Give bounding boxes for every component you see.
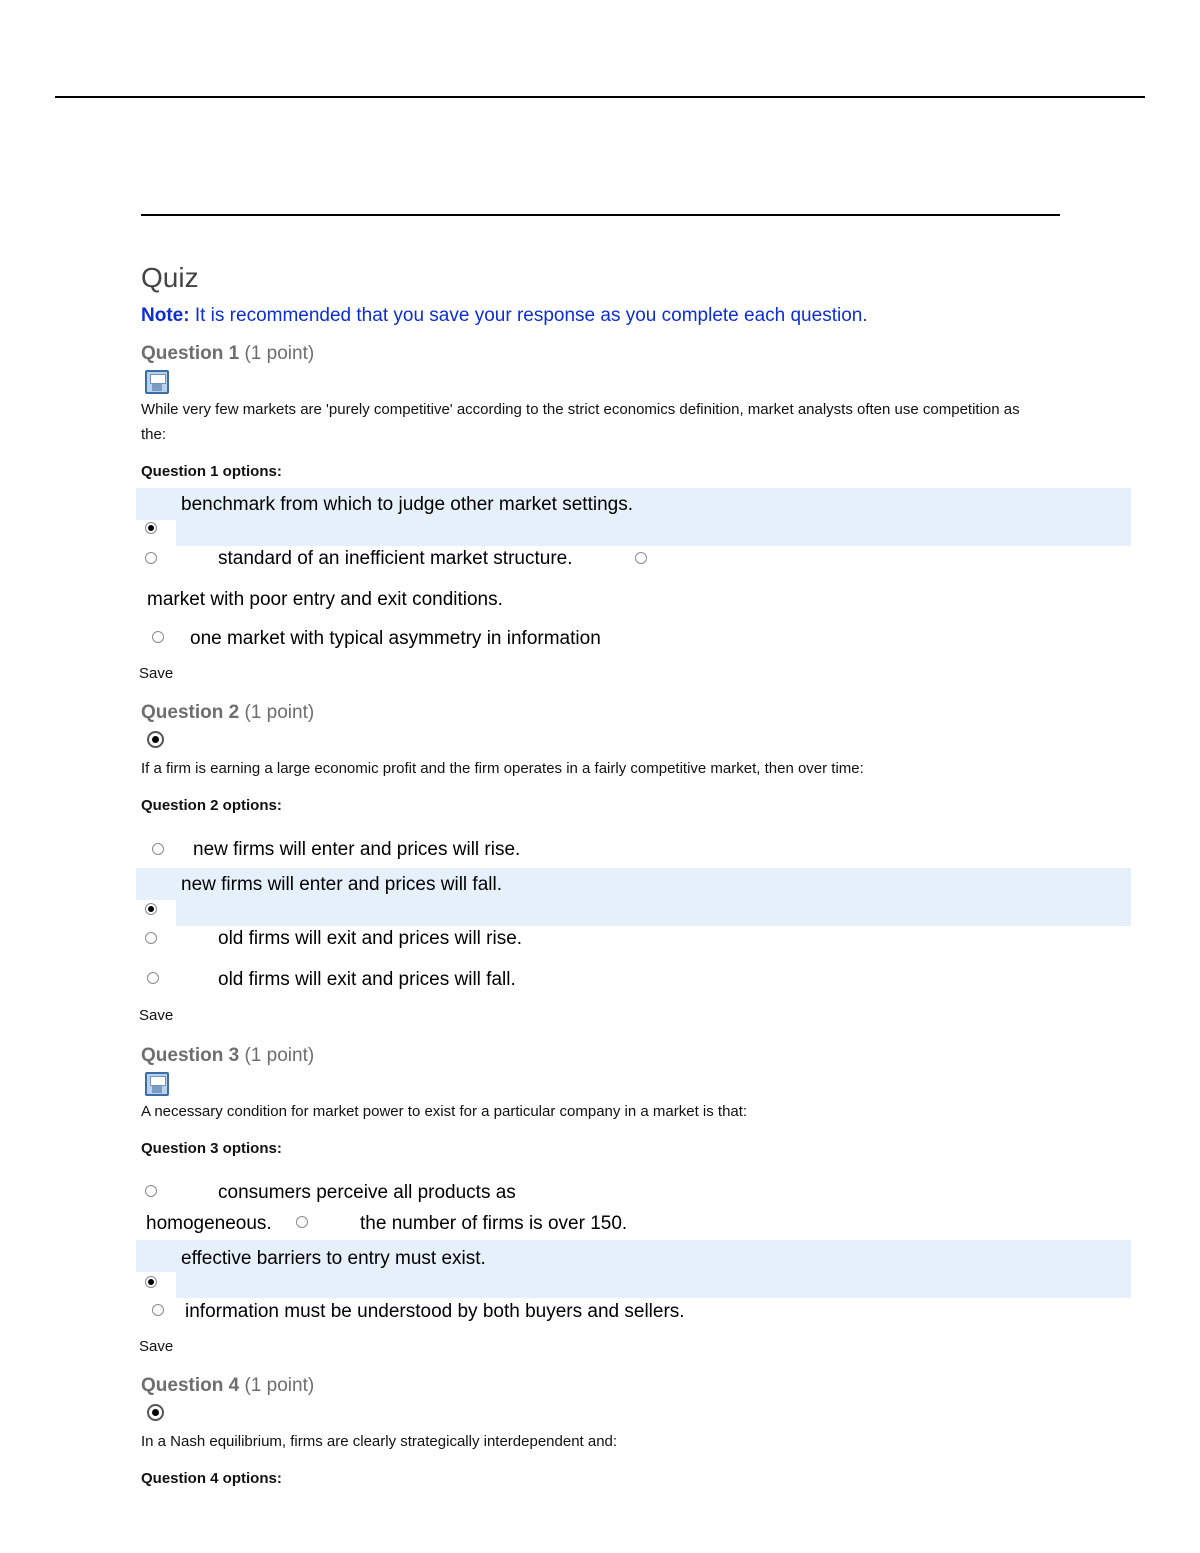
question-1-text: While very few markets are 'purely competitive' according to the strict economics definition, market analysts often use competition as the:	[141, 401, 1020, 443]
q3-option-1-text-cont: homogeneous.	[146, 1213, 272, 1234]
question-3-text: A necessary condition for market power to exist for a particular company in a market is that:	[141, 1103, 748, 1120]
q2-option-1-text: new firms will enter and prices will rise.	[193, 839, 521, 860]
q1-option-2-text: standard of an inefficient market structure.	[218, 548, 573, 569]
question-2-heading	[141, 702, 314, 724]
question-4-label: Question 4	[141, 1375, 240, 1396]
question-4-text: In a Nash equilibrium, firms are clearly strategically interdependent and:	[141, 1433, 618, 1450]
question-3-label: Question 3	[141, 1045, 240, 1066]
q2-option-4-radio[interactable]	[147, 972, 159, 984]
question-2-label: Question 2	[141, 702, 240, 723]
question-4-options-label: Question 4 options:	[141, 1470, 282, 1487]
note-label: Note:	[141, 305, 190, 326]
q3-option-2-radio[interactable]	[296, 1216, 308, 1228]
q3-option-4-radio[interactable]	[152, 1304, 164, 1316]
q3-option-3-radio[interactable]	[145, 1276, 157, 1288]
q1-option-2-radio[interactable]	[145, 552, 157, 564]
question-2-options-label: Question 2 options:	[141, 797, 282, 814]
q3-option-3-text: effective barriers to entry must exist.	[181, 1248, 486, 1269]
q3-option-1-text: consumers perceive all products as	[218, 1182, 516, 1203]
question-1-save-button[interactable]: Save	[139, 665, 174, 682]
question-4-points: (1 point)	[244, 1375, 315, 1396]
note-text: It is recommended that you save your response as you complete each question.	[189, 305, 868, 326]
q2-option-3-text: old firms will exit and prices will rise.	[218, 928, 523, 949]
q2-option-4-text: old firms will exit and prices will fall.	[218, 969, 516, 990]
q1-option-4-radio[interactable]	[152, 631, 164, 643]
save-icon[interactable]	[145, 370, 169, 394]
q1-option-1-radio[interactable]	[145, 522, 157, 534]
save-note	[141, 305, 868, 327]
q3-option-4-text: information must be understood by both buyers and sellers.	[185, 1301, 685, 1322]
question-1-heading	[141, 343, 314, 365]
q1-option-1-text: benchmark from which to judge other market settings.	[181, 494, 633, 515]
header-rule	[141, 214, 1060, 216]
q2-option-1-radio[interactable]	[152, 843, 164, 855]
question-2-save-button[interactable]: Save	[139, 1007, 174, 1024]
quiz-title: Quiz	[141, 262, 199, 293]
question-4-heading	[141, 1375, 314, 1397]
q1-option-3-text: market with poor entry and exit conditions.	[147, 589, 503, 610]
q3-option-2-text: the number of firms is over 150.	[360, 1213, 628, 1234]
question-3-heading	[141, 1045, 314, 1067]
radio-icon	[147, 731, 164, 748]
question-2-text: If a firm is earning a large economic profit and the firm operates in a fairly competitive market, then over time:	[141, 760, 864, 777]
question-1-options-label: Question 1 options:	[141, 463, 282, 480]
top-rule	[55, 96, 1145, 98]
question-1-points: (1 point)	[244, 343, 315, 364]
q2-option-3-radio[interactable]	[145, 932, 157, 944]
question-3-save-button[interactable]: Save	[139, 1338, 174, 1355]
q2-option-2-text: new firms will enter and prices will fall.	[181, 874, 502, 895]
question-1-label: Question 1	[141, 343, 240, 364]
question-2-points: (1 point)	[244, 702, 315, 723]
question-3-options-label: Question 3 options:	[141, 1140, 282, 1157]
save-icon[interactable]	[145, 1072, 169, 1096]
q1-option-3-radio[interactable]	[635, 552, 647, 564]
q3-option-1-radio[interactable]	[145, 1185, 157, 1197]
question-3-points: (1 point)	[244, 1045, 315, 1066]
q2-option-2-radio[interactable]	[145, 903, 157, 915]
q1-option-4-text: one market with typical asymmetry in information	[190, 628, 601, 649]
radio-icon	[147, 1404, 164, 1421]
